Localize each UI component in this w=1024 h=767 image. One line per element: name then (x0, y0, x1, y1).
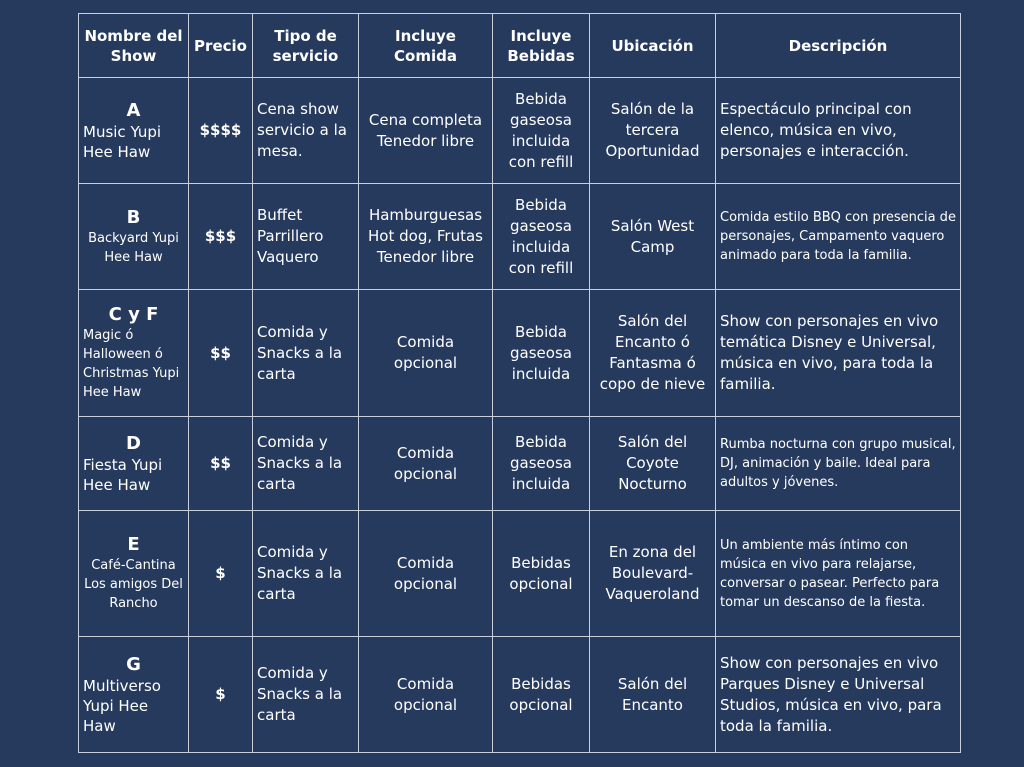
drinks-cell: Bebida gaseosa incluida (493, 290, 590, 417)
service-cell: Comida y Snacks a la carta (253, 511, 359, 637)
service-cell: Buffet Parrillero Vaquero (253, 184, 359, 290)
show-title: Fiesta Yupi Hee Haw (83, 455, 163, 494)
description-cell: Comida estilo BBQ con presencia de personajes, Campamento vaquero animado para toda la familia. (716, 184, 961, 290)
drinks-cell: Bebida gaseosa incluida (493, 417, 590, 511)
header-row (79, 14, 961, 78)
location-cell: Salón West Camp (590, 184, 716, 290)
location-cell: Salón del Coyote Nocturno (590, 417, 716, 511)
show-letter: E (127, 534, 140, 555)
drinks-cell: Bebida gaseosa incluida con refill (493, 78, 590, 184)
show-title: Music Yupi Hee Haw (83, 122, 162, 161)
food-cell: Comida opcional (359, 290, 493, 417)
food-cell: Hamburguesas Hot dog, Frutas Tenedor libre (359, 184, 493, 290)
shows-table (78, 13, 961, 753)
table-row (79, 637, 961, 753)
location-cell: En zona del Boulevard-Vaqueroland (590, 511, 716, 637)
show-name-cell (79, 511, 189, 637)
show-title: Multiverso Yupi Hee Haw (83, 676, 161, 735)
food-cell: Comida opcional (359, 417, 493, 511)
location-cell: Salón de la tercera Oportunidad (590, 78, 716, 184)
show-name-cell (79, 637, 189, 753)
drinks-cell: Bebidas opcional (493, 511, 590, 637)
table-row (79, 511, 961, 637)
service-cell: Comida y Snacks a la carta (253, 290, 359, 417)
show-name-cell (79, 184, 189, 290)
header-name: Nombre del Show (79, 14, 189, 78)
food-cell: Comida opcional (359, 511, 493, 637)
price-cell: $$ (189, 417, 253, 511)
service-cell: Comida y Snacks a la carta (253, 417, 359, 511)
show-letter: G (126, 653, 141, 675)
description-cell: Show con personajes en vivo temática Disney e Universal, música en vivo, para toda la familia. (716, 290, 961, 417)
show-name-cell (79, 78, 189, 184)
header-service: Tipo de servicio (253, 14, 359, 78)
header-location: Ubicación (590, 14, 716, 78)
drinks-cell: Bebida gaseosa incluida con refill (493, 184, 590, 290)
service-cell: Comida y Snacks a la carta (253, 637, 359, 753)
show-letter: D (126, 432, 141, 454)
service-cell: Cena show servicio a la mesa. (253, 78, 359, 184)
table-row (79, 290, 961, 417)
show-letter: B (126, 206, 141, 228)
show-title: Backyard Yupi Hee Haw (88, 230, 179, 265)
food-cell: Cena completa Tenedor libre (359, 78, 493, 184)
price-cell: $$ (189, 290, 253, 417)
show-name-cell (79, 290, 189, 417)
food-cell: Comida opcional (359, 637, 493, 753)
header-drinks: Incluye Bebidas (493, 14, 590, 78)
header-description: Descripción (716, 14, 961, 78)
drinks-cell: Bebidas opcional (493, 637, 590, 753)
price-cell: $ (189, 511, 253, 637)
table-row (79, 417, 961, 511)
description-cell: Rumba nocturna con grupo musical, DJ, animación y baile. Ideal para adultos y jóvenes. (716, 417, 961, 511)
description-cell: Espectáculo principal con elenco, música en vivo, personajes e interacción. (716, 78, 961, 184)
location-cell: Salón del Encanto ó Fantasma ó copo de nieve (590, 290, 716, 417)
show-title: Magic ó Halloween ó Christmas Yupi Hee Haw (83, 328, 180, 400)
description-cell: Show con personajes en vivo Parques Disney e Universal Studios, música en vivo, para toda la familia. (716, 637, 961, 753)
table-row (79, 78, 961, 184)
show-letter: C y F (108, 304, 159, 325)
description-cell: Un ambiente más íntimo con música en vivo para relajarse, conversar o pasear. Perfecto para tomar un descanso de la fiesta. (716, 511, 961, 637)
header-price: Precio (189, 14, 253, 78)
price-cell: $ (189, 637, 253, 753)
price-cell: $$$$ (189, 78, 253, 184)
table-row (79, 184, 961, 290)
show-title: Café-Cantina Los amigos Del Rancho (84, 558, 183, 611)
show-letter: A (126, 99, 141, 121)
price-cell: $$$ (189, 184, 253, 290)
show-name-cell (79, 417, 189, 511)
header-food: Incluye Comida (359, 14, 493, 78)
location-cell: Salón del Encanto (590, 637, 716, 753)
